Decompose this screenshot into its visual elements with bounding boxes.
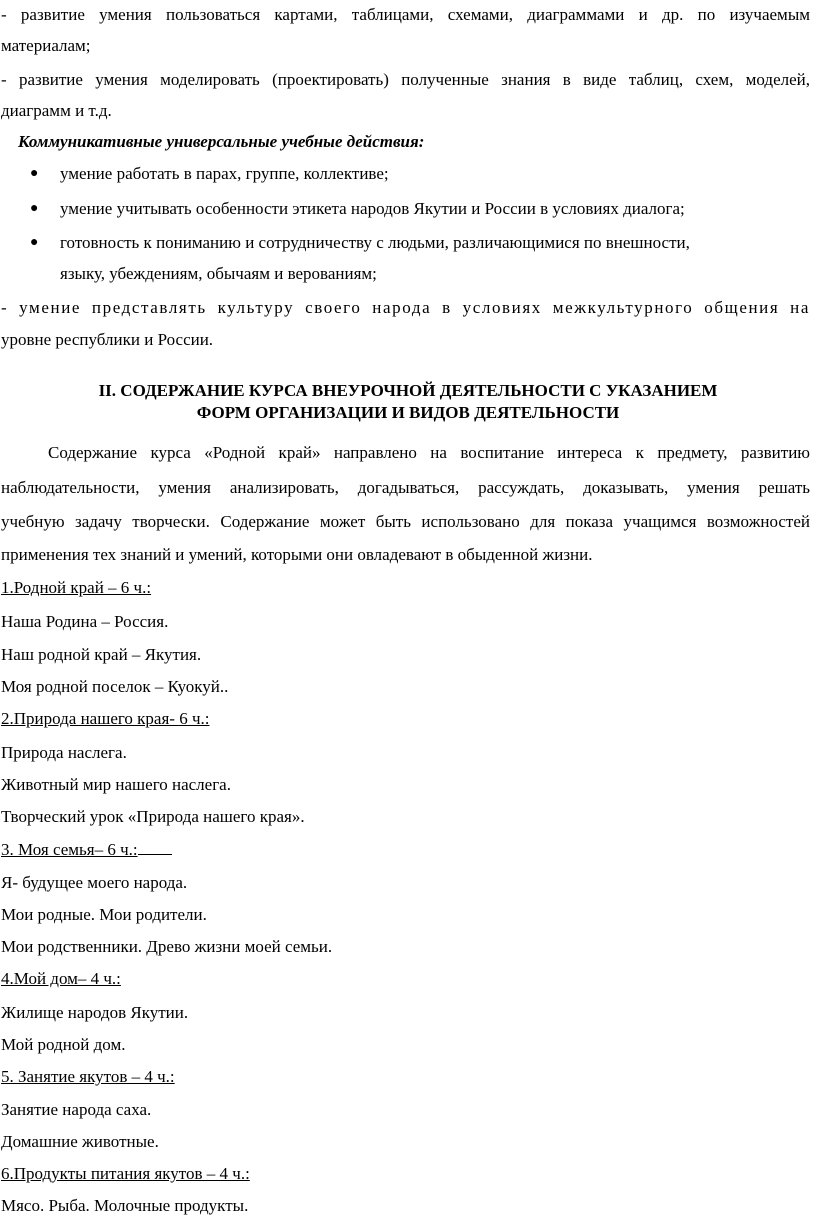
topic-item: Мой родной дом.: [1, 1035, 126, 1054]
topic-item: Животный мир нашего наслега.: [1, 775, 231, 794]
topic-item: Моя родной поселок – Куокуй..: [1, 677, 229, 696]
topic-item: Домашние животные.: [1, 1132, 159, 1151]
topic-item: Наш родной край – Якутия.: [1, 645, 202, 664]
intro-line: диаграмм и т.д.: [1, 101, 112, 120]
topic-title: 3. Моя семья– 6 ч.:: [1, 840, 138, 859]
topic-item: Жилище народов Якутии.: [1, 1003, 189, 1022]
topic-title: 5. Занятие якутов – 4 ч.:: [1, 1067, 175, 1086]
content-paragraph-line: наблюдательности, умения анализировать, догадываться, рассуждать, доказывать, умения решать: [1, 478, 810, 497]
section-heading: II. СОДЕРЖАНИЕ КУРСА ВНЕУРОЧНОЙ ДЕЯТЕЛЬНОСТИ С УКАЗАНИЕМ: [98, 381, 718, 400]
communicative-extra: уровне республики и России.: [1, 330, 214, 349]
topic-item: Наша Родина – Россия.: [1, 612, 169, 631]
list-item-continued: языку, убеждениям, обычаям и верованиям;: [60, 264, 377, 283]
communicative-extra: - умение представлять культуру своего народа в условиях межкультурного общения на: [1, 298, 810, 317]
topic-item: Я- будущее моего народа.: [1, 873, 188, 892]
intro-line: - развитие умения моделировать (проектировать) полученные знания в виде таблиц, схем, моделей,: [1, 70, 810, 89]
intro-line: материалам;: [1, 36, 91, 55]
topic-item: Творческий урок «Природа нашего края».: [1, 807, 305, 826]
bullet-icon: ●: [30, 166, 39, 181]
topic-title-row: [1, 840, 810, 860]
communicative-title: Коммуникативные универсальные учебные действия:: [18, 132, 425, 151]
topic-item: Мои родные. Мои родители.: [1, 905, 207, 924]
list-item: умение учитывать особенности этикета народов Якутии и России в условиях диалога;: [60, 199, 685, 218]
topic-item: Мясо. Рыба. Молочные продукты.: [1, 1196, 249, 1215]
underline-blank: [138, 840, 172, 855]
intro-line: - развитие умения пользоваться картами, таблицами, схемами, диаграммами и др. по изучаемым: [1, 5, 810, 24]
section-heading: ФОРМ ОРГАНИЗАЦИИ И ВИДОВ ДЕЯТЕЛЬНОСТИ: [196, 403, 620, 422]
topic-item: Занятие народа саха.: [1, 1100, 152, 1119]
content-paragraph-line: Содержание курса «Родной край» направлено на воспитание интереса к предмету, развитию: [48, 443, 810, 462]
topic-title: 1.Родной край – 6 ч.:: [1, 578, 152, 597]
bullet-icon: ●: [30, 201, 39, 216]
list-item: умение работать в парах, группе, коллективе;: [60, 164, 389, 183]
content-paragraph-line: применения тех знаний и умений, которыми они овладевают в обыденной жизни.: [1, 545, 593, 564]
topic-title: 6.Продукты питания якутов – 4 ч.:: [1, 1164, 250, 1183]
bullet-icon: ●: [30, 235, 39, 250]
topic-item: Природа наслега.: [1, 743, 127, 762]
topic-title: 4.Мой дом– 4 ч.:: [1, 969, 121, 988]
topic-item: Мои родственники. Древо жизни моей семьи.: [1, 937, 333, 956]
topic-title: 2.Природа нашего края- 6 ч.:: [1, 709, 210, 728]
content-paragraph-line: учебную задачу творчески. Содержание может быть использовано для показа учащимся возможностей: [1, 512, 810, 531]
list-item: готовность к пониманию и сотрудничеству с людьми, различающимися по внешности,: [60, 233, 690, 252]
